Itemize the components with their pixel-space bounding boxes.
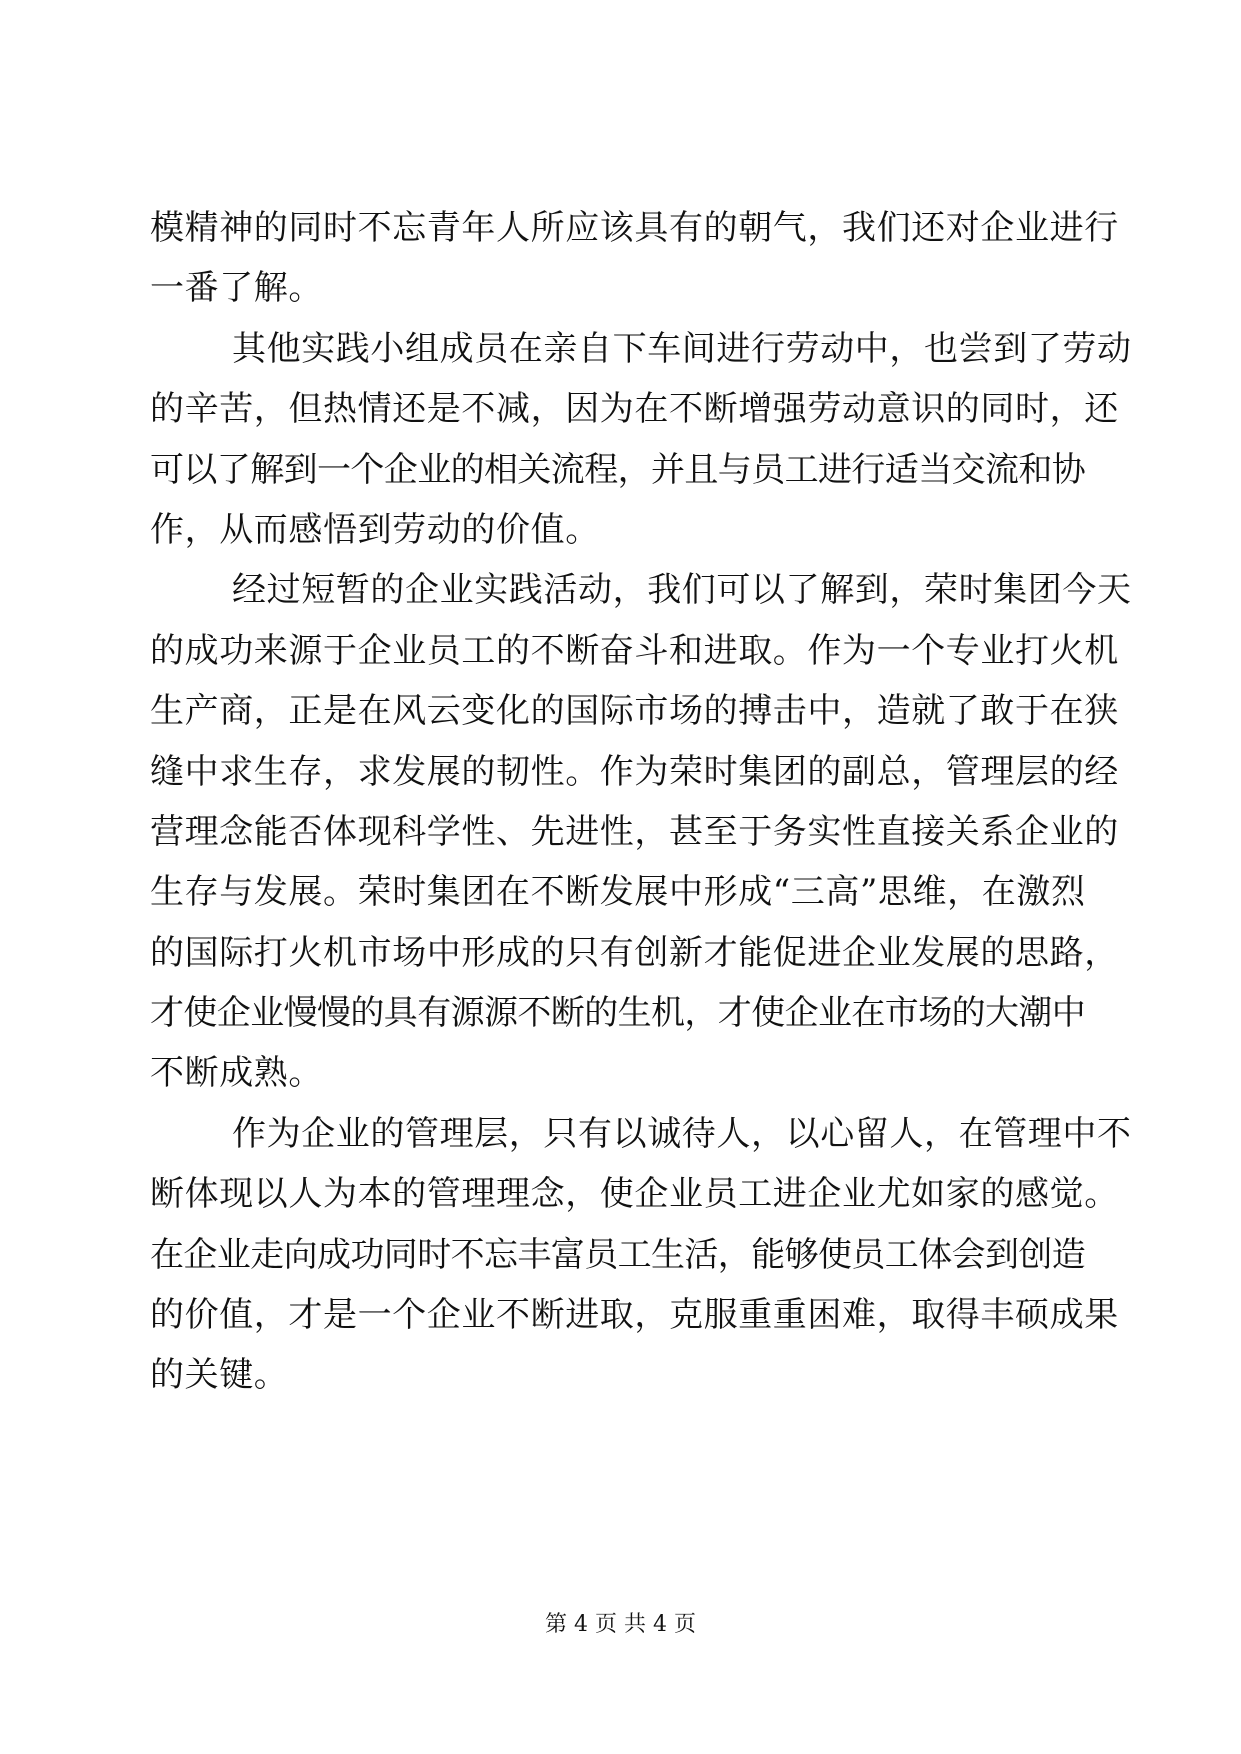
text-line: 营理念能否体现科学性、先进性，甚至于务实性直接关系企业的	[150, 811, 1119, 852]
text-line: 在企业走向成功同时不忘丰富员工生活，能够使员工体会到创造	[150, 1234, 1086, 1275]
paragraph-start-line: 作为企业的管理层，只有以诚待人，以心留人，在管理中不	[232, 1113, 1132, 1154]
text-line: 一番了解。	[150, 268, 323, 309]
text-line: 的国际打火机市场中形成的只有创新才能促进企业发展的思路，	[150, 932, 1119, 973]
text-line: 的价值，才是一个企业不断进取，克服重重困难，取得丰硕成果	[150, 1295, 1119, 1336]
text-line: 的关键。	[150, 1355, 289, 1396]
page-number-footer: 第 4 页 共 4 页	[545, 1612, 696, 1637]
text-line: 的成功来源于企业员工的不断奋斗和进取。作为一个专业打火机	[150, 630, 1119, 671]
text-line: 断体现以人为本的管理理念，使企业员工进企业尤如家的感觉。	[150, 1174, 1119, 1215]
text-line: 缝中求生存，求发展的韧性。作为荣时集团的副总，管理层的经	[150, 751, 1119, 792]
paragraph-start-line: 其他实践小组成员在亲自下车间进行劳动中，也尝到了劳动	[232, 328, 1132, 369]
paragraph-start-line: 经过短暂的企业实践活动，我们可以了解到，荣时集团今天	[232, 570, 1132, 611]
body-text	[150, 198, 1132, 1406]
text-line: 生存与发展。荣时集团在不断发展中形成“三高”思维，在激烈	[150, 872, 1086, 913]
text-line: 不断成熟。	[150, 1053, 323, 1094]
text-line: 的辛苦，但热情还是不减，因为在不断增强劳动意识的同时，还	[150, 389, 1119, 430]
text-line: 作，从而感悟到劳动的价值。	[150, 509, 600, 550]
text-line: 模精神的同时不忘青年人所应该具有的朝气，我们还对企业进行	[150, 208, 1119, 248]
text-line: 生产商，正是在风云变化的国际市场的搏击中，造就了敢于在狭	[150, 691, 1119, 732]
text-line: 可以了解到一个企业的相关流程，并且与员工进行适当交流和协	[150, 449, 1086, 490]
text-line: 才使企业慢慢的具有源源不断的生机，才使企业在市场的大潮中	[150, 993, 1086, 1034]
